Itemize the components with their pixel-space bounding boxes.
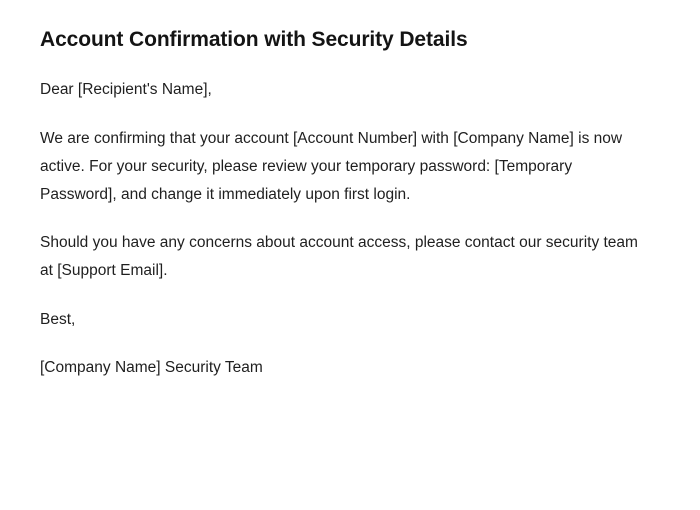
paragraph-security-contact: Should you have any concerns about account access, please contact our security team at [Support Email]. — [40, 234, 638, 280]
paragraph-account-confirmation: We are confirming that your account [Account Number] with [Company Name] is now active. For your security, please review your temporary password: [Temporary Password], and change it immediately upon first login. — [40, 129, 623, 203]
paragraph-signature: [Company Name] Security Team — [40, 358, 263, 376]
page-title: Account Confirmation with Security Details — [40, 28, 468, 51]
paragraph-salutation: Dear [Recipient's Name], — [40, 81, 212, 99]
paragraph-closing: Best, — [40, 310, 76, 328]
